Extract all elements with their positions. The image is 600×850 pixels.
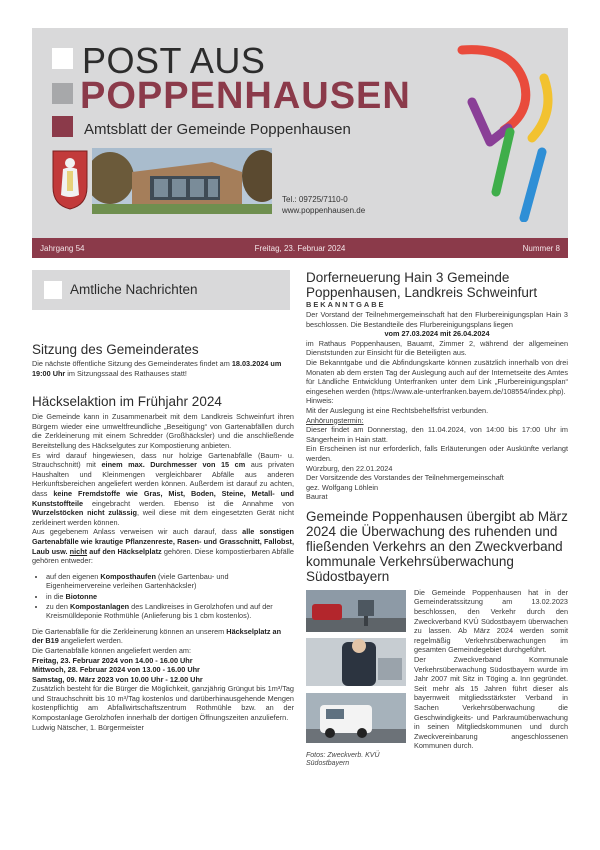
masthead bbox=[32, 28, 568, 238]
masthead-subtitle: Amtsblatt der Gemeinde Poppenhausen bbox=[84, 121, 351, 138]
hearing-label: Anhörungstermin: bbox=[306, 415, 364, 425]
shred-heading: Häckselaktion im Frühjahr 2024 bbox=[32, 394, 222, 410]
website-link[interactable]: www.poppenhausen.de bbox=[282, 206, 366, 215]
enforcement-van-photo bbox=[306, 693, 406, 743]
traffic-paragraph: Der Zweckverband Kommunale Verkehrsüberwachung Südostbayern wurde im Jahr 2007 mit Sitz in Töging a. Inn gegründet. Seit mehr als 15 Jahren führt dieser als bayernweit mitgliedsstärkster Verband in Sachen Verkehrsüberwachung die Geschwindigkeits- und Parkraumüberwachung in seinen Mitgliedskommunen und durch Zweckvereinbarung angeschlossenen Kommunen durch. bbox=[414, 655, 568, 751]
speed-camera-photo bbox=[306, 590, 406, 632]
shred-date-3: Samstag, 09. März 2023 von 10.00 Uhr - 12.00 Uhr bbox=[32, 674, 203, 684]
mayor-signature: Ludwig Nätscher, 1. Bürgermeister bbox=[32, 722, 144, 732]
renewal-heading: Dorferneuerung Hain 3 Gemeinde Poppenhausen, Landkreis Schweinfurt bbox=[306, 270, 538, 300]
traffic-article bbox=[306, 588, 568, 788]
shred-date-2: Mittwoch, 28. Februar 2024 von 13.00 - 16.00 Uhr bbox=[32, 665, 200, 675]
masthead-title-line2: POPPENHAUSEN bbox=[80, 75, 411, 117]
shred-rules: Es wird darauf hingewiesen, dass nur holzige Gartenabfälle (Baum- u. Strauchschnitt) mit einem max. Durchmesser von 15 cm aus privaten Haushalten und Kleinmengen vergleichbarer Abfälle aus anderen Herkunftsbereichen angeliefert werden können. Außerdem ist darauf zu achten, dass keine Fremdstoffe wie Gras, Mist, Boden, Steine, Metall- und Kunststoffteile eingebracht werden. Ebenso ist die Annahme von Wurzelstöcken nicht zulässig, weil diese mit dem eingesetzten Gerät nicht zerkleinert werden können. bbox=[32, 450, 295, 527]
traffic-heading: Gemeinde Poppenhausen übergibt ab März 2024 die Überwachung des ruhenden und fließenden Verkehrs an den Zweckverband kommunale Verkehrsüberwachung Südostbayern bbox=[306, 508, 568, 584]
shred-dates-intro: Die Gartenabfälle können angeliefert werden am: bbox=[32, 645, 192, 655]
issue-info-bar bbox=[32, 238, 568, 258]
issue-date: Freitag, 23. Februar 2024 bbox=[254, 244, 346, 253]
section-header bbox=[32, 270, 290, 310]
white-square-decoration bbox=[52, 48, 73, 69]
renewal-chair-title: Der Vorsitzende des Vorstandes der Teilnehmergemeinschaft bbox=[306, 473, 504, 483]
red-square-decoration bbox=[52, 116, 73, 137]
phone-number: Tel.: 09725/7110-0 bbox=[282, 195, 348, 204]
renewal-location: im Rathaus Poppenhausen, Bauamt, Zimmer 2, während der allgemeinen Dienststunden zur Einsicht für die Beteiligten aus. bbox=[306, 338, 568, 358]
renewal-text: Der Vorstand der Teilnehmergemeinschaft hat den Flurbereinigungsplan Hain 3 beschlossen. Die Bestandteile des Flurbereinigungsplans liegen bbox=[306, 310, 568, 329]
list-item: • auf den eigenen Komposthaufen (viele Gartenbau- und Eigenheimervereine verleihen Gartenhäcksler) bbox=[46, 572, 294, 591]
list-item: • zu den Kompostanlagen des Landkreises in Gerolzhofen und auf der Kreismülldeponie Rothmühle (Anlieferung bis 1 cbm kostenlos). bbox=[46, 602, 294, 621]
section-label: Amtliche Nachrichten bbox=[70, 282, 198, 297]
shred-location: Die Gartenabfälle für die Zerkleinerung können an unserem Häckselplatz an der B19 angeliefert werden. bbox=[32, 626, 282, 646]
disposal-list bbox=[46, 572, 294, 621]
kvu-logo-icon bbox=[452, 42, 562, 222]
photo-caption: Fotos: Zweckverb. KVÜ Südostbayern bbox=[306, 751, 380, 768]
hearing-attendance: Ein Erscheinen ist nur erforderlich, falls Erläuterungen oder Auskünfte verlangt werden. bbox=[306, 444, 568, 463]
shred-other-waste: Aus gegebenem Anlass verweisen wir auch darauf, dass alle sonstigen Gartenabfälle wie krautige Pflanzenreste, Rasen- und Grasschnitt, Fallobst, Laub usw. nicht auf den Häckselplatz gehören. Diese kompostierbaren Abfälle gehören entweder: bbox=[32, 527, 294, 566]
renewal-period: vom 27.03.2024 mit 26.04.2024 bbox=[384, 329, 490, 339]
renewal-note: Mit der Auslegung ist eine Rechtsbehelfsfrist verbunden. bbox=[306, 405, 489, 415]
renewal-online: Die Bekanntgabe und die Abfindungskarte können zusätzlich innerhalb von drei Monaten ab dem ersten Tag der Auslegung auch auf der Internetseite des Amtes für Ländliche Entwicklung Unterfranken unter dem Link „Flurbereinigungsplan“ eingesehen werden (https://www.ale-unterfranken.bayern.de/108554/index.php). bbox=[306, 357, 568, 396]
contact-info bbox=[282, 194, 365, 216]
traffic-officer-photo bbox=[306, 638, 406, 686]
grey-square-decoration bbox=[52, 83, 73, 104]
council-text: Die nächste öffentliche Sitzung des Gemeinderates findet am 18.03.2024 um 19:00 Uhr im Sitzungssaal des Rathauses statt! bbox=[32, 359, 282, 378]
renewal-note-label: Hinweis: bbox=[306, 396, 334, 406]
shred-additional: Zusätzlich besteht für die Bürger die Möglichkeit, ganzjährig Grüngut bis 1m³/Tag und Strauchschnitt bis 10 m³/Tag kostenlos und darüberhinausgehende Mengen kostenpflichtig am Abfallwirtschaftszentrum Rothmühle bzw. an der Kompostanlage Gerolzhofen innerhalb der dortigen Öffnungszeiten anzuliefern. bbox=[32, 684, 294, 723]
town-hall-photo bbox=[92, 148, 272, 214]
coat-of-arms-icon bbox=[51, 149, 89, 211]
white-square-decoration bbox=[44, 281, 62, 299]
hearing-text: Dieser findet am Donnerstag, den 11.04.2024, von 14:00 bis 17:00 Uhr im Sängerheim in Hain statt. bbox=[306, 425, 568, 444]
renewal-date: Würzburg, den 22.01.2024 bbox=[306, 463, 393, 473]
traffic-text bbox=[414, 588, 568, 751]
right-column bbox=[306, 270, 568, 788]
shred-intro: Die Gemeinde kann in Zusammenarbeit mit dem Landkreis Schweinfurt ihren Bürgern wieder eine umweltfreundliche „Beseitigung“ von Gartenabfällen durch die Zerkleinerung mit einem Schredder (Großhäcksler) und die anschließende Bereitstellung des Häckselgutes zur Kompostierung anbieten. bbox=[32, 412, 294, 450]
traffic-paragraph: Die Gemeinde Poppenhausen hat in der Gemeinderatssitzung am 13.02.2023 beschlossen, den Verkehr durch den Zweckverband KVÜ Südostbayern überwachen zu lassen. Ab März 2024 werden somit regelmäßig Verkehrsüberwachungen im gesamten Gemeindegebiet durchgeführt. bbox=[414, 587, 568, 655]
renewal-signature: gez. Wolfgang Löhlein bbox=[306, 482, 379, 492]
issue-number: Nummer 8 bbox=[522, 244, 560, 253]
left-column bbox=[32, 270, 294, 732]
shred-date-1: Freitag, 23. Februar 2024 von 14.00 - 16.00 Uhr bbox=[32, 655, 193, 665]
renewal-notice-label: BEKANNTGABE bbox=[306, 300, 386, 309]
list-item: • in die Biotonne bbox=[46, 592, 294, 601]
renewal-signer-title: Baurat bbox=[306, 492, 328, 502]
issue-volume: Jahrgang 54 bbox=[40, 244, 85, 253]
council-heading: Sitzung des Gemeinderates bbox=[32, 342, 199, 357]
masthead-title-line1: POST AUS bbox=[82, 40, 266, 81]
